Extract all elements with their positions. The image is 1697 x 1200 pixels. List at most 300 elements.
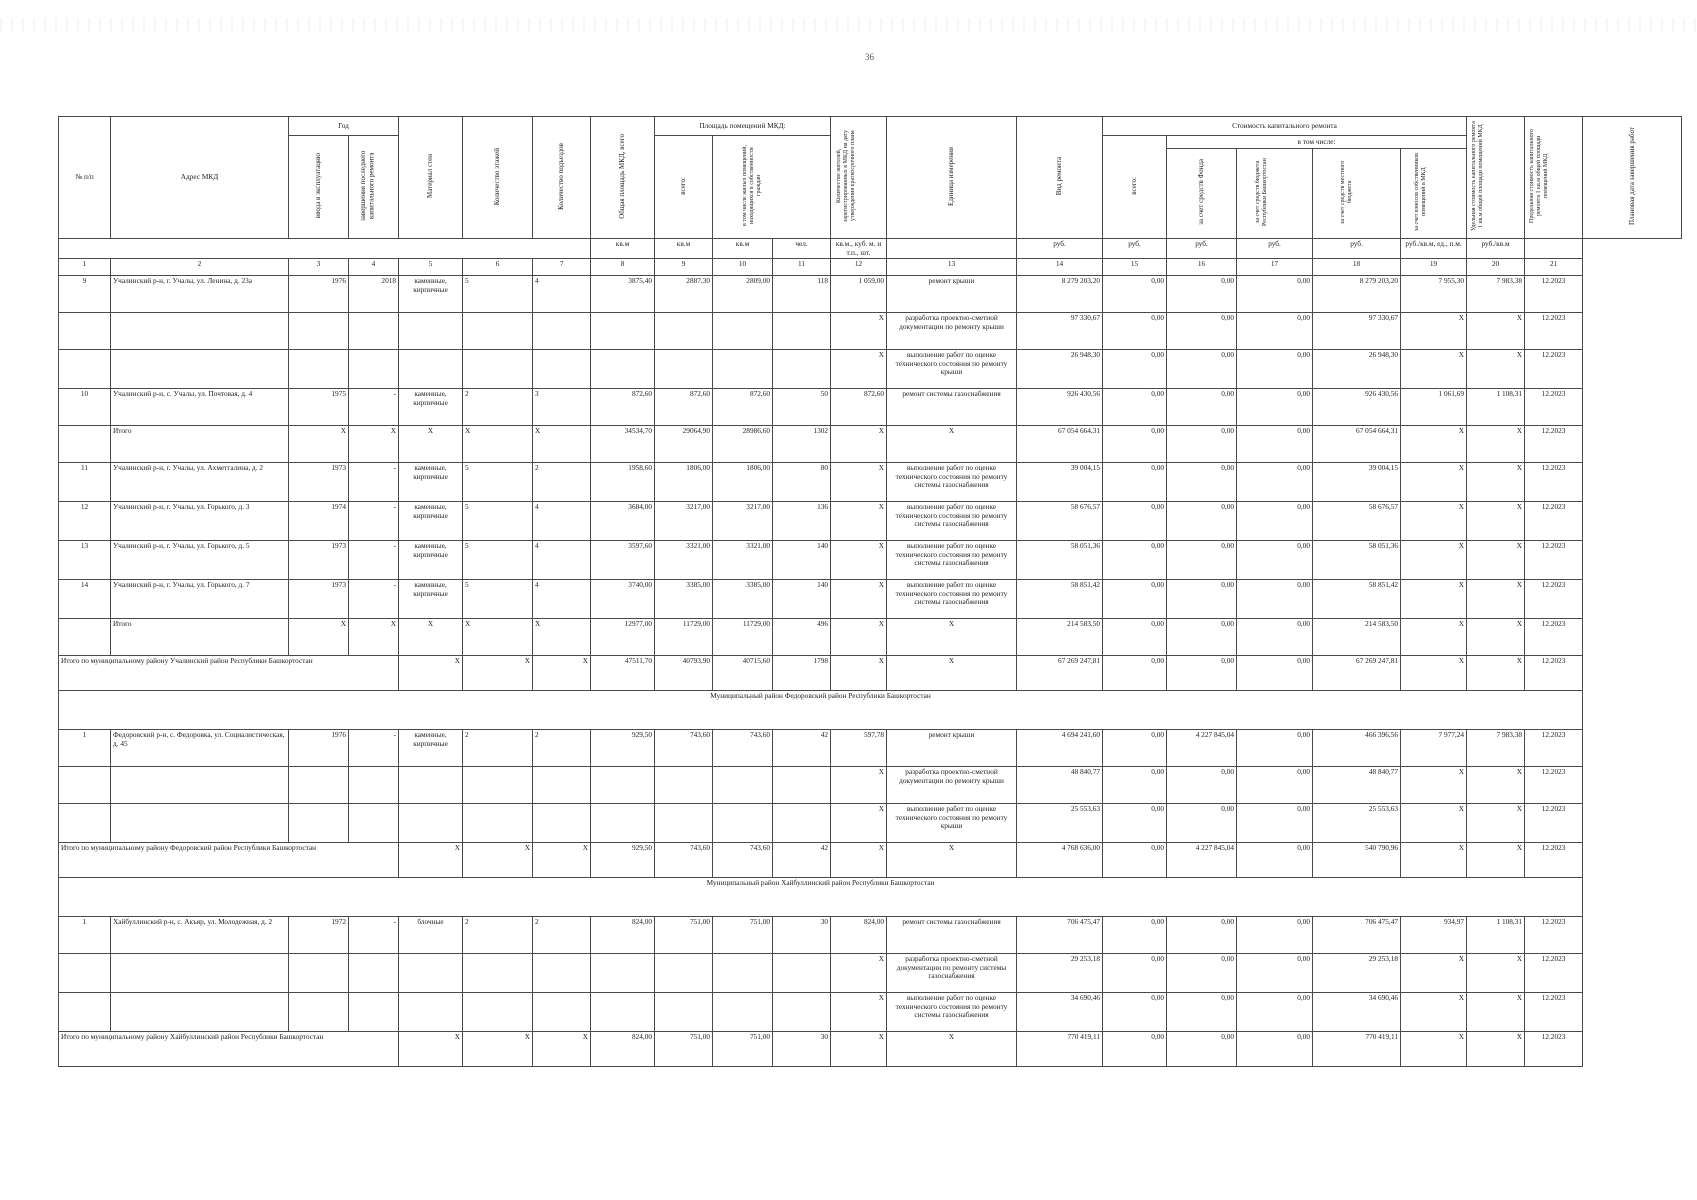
cell-c4: 0,00 (1237, 276, 1313, 313)
cell-fl (463, 313, 533, 350)
cell-m: 1 108,31 (1467, 917, 1525, 954)
cell-c4: 0,00 (1237, 843, 1313, 878)
cell-fl: 5 (463, 276, 533, 313)
cell-work: выполнение работ по оценке технического состояния по ремонту системы газоснабжения (887, 993, 1017, 1032)
cell-d: 12.2023 (1525, 541, 1583, 580)
cell-y2 (349, 350, 399, 389)
cell-area: 12977,00 (591, 619, 655, 656)
cell-addr: Итого (111, 619, 289, 656)
cell-mat: каменные, кирпичные (399, 389, 463, 426)
cell-c5: 540 790,96 (1313, 843, 1401, 878)
cell-fl: X (463, 656, 533, 691)
table-row (59, 767, 1682, 804)
table-row (59, 426, 1682, 463)
cell-c1: 214 583,50 (1017, 619, 1103, 656)
region-total-label: Итого по муниципальному району Хайбуллинский район Республики Башкортостан (59, 1032, 399, 1067)
cell-addr: Учалинский р-н, г. Учалы, ул. Горького, д. 5 (111, 541, 289, 580)
cell-c4: 0,00 (1237, 389, 1313, 426)
cell-en: 2 (533, 463, 591, 502)
column-number: 8 (591, 259, 655, 276)
cell-mat (399, 954, 463, 993)
cell-y2: - (349, 730, 399, 767)
header-cost-republic (1237, 149, 1313, 239)
cell-c4: 0,00 (1237, 426, 1313, 463)
section-title-row (59, 878, 1682, 917)
cell-mat: каменные, кирпичные (399, 541, 463, 580)
cell-work: выполнение работ по оценке технического состояния по ремонту системы газоснабжения (887, 541, 1017, 580)
cell-um: X (831, 350, 887, 389)
cell-p1 (655, 767, 713, 804)
cell-p2: 3321,00 (713, 541, 773, 580)
table-row (59, 541, 1682, 580)
cell-area: 824,00 (591, 1032, 655, 1067)
cell-p2 (713, 954, 773, 993)
cell-mat: X (399, 619, 463, 656)
cell-c4: 0,00 (1237, 917, 1313, 954)
cell-um: 1 059,00 (831, 276, 887, 313)
cell-mat (399, 313, 463, 350)
cell-addr: Учалинский р-н, с. Учалы, ул. Почтовая, д. 4 (111, 389, 289, 426)
header-work-type (1017, 117, 1103, 239)
cell-n: 1 (59, 917, 111, 954)
header-year-built (289, 136, 349, 239)
cell-area (591, 804, 655, 843)
cell-p2: 751,00 (713, 1032, 773, 1067)
cell-d: 12.2023 (1525, 389, 1583, 426)
header-max-cost (1525, 117, 1583, 239)
cell-m: X (1467, 619, 1525, 656)
cell-work: выполнение работ по оценке технического состояния по ремонту системы газоснабжения (887, 463, 1017, 502)
cell-c1: 39 004,15 (1017, 463, 1103, 502)
table-row (59, 730, 1682, 767)
cell-y2: - (349, 502, 399, 541)
cell-p1: 872,60 (655, 389, 713, 426)
cell-work: разработка проектно-сметной документации по ремонту крыши (887, 767, 1017, 804)
cell-p2: 40715,60 (713, 656, 773, 691)
cell-en: X (533, 656, 591, 691)
column-number: 2 (111, 259, 289, 276)
cell-y1 (289, 313, 349, 350)
cell-c2: 0,00 (1103, 276, 1167, 313)
cell-y1 (289, 350, 349, 389)
region-total-label: Итого по муниципальному району Учалинский район Республики Башкортостан (59, 656, 399, 691)
cell-en (533, 954, 591, 993)
header-entrances-text: Количество подъездов (557, 142, 566, 210)
header-cost-fund (1167, 149, 1237, 239)
cell-p1: 743,60 (655, 843, 713, 878)
cell-res (773, 767, 831, 804)
cell-c2: 0,00 (1103, 502, 1167, 541)
header-max-cost-text: Предельная стоимость капитального ремонта 1 кв.м общей площади помещений МКД (1528, 129, 1549, 224)
cell-res (773, 313, 831, 350)
column-number: 10 (713, 259, 773, 276)
header-cost-owners-text: за счет взносов собственников помещений в МКД (1413, 153, 1427, 232)
cell-c2: 0,00 (1103, 917, 1167, 954)
column-number: 19 (1401, 259, 1467, 276)
header-premises-total-text: всего: (679, 176, 688, 195)
cell-area: 34534,70 (591, 426, 655, 463)
cell-c5: 67 054 664,31 (1313, 426, 1401, 463)
cell-res: 80 (773, 463, 831, 502)
cell-c5: 48 840,77 (1313, 767, 1401, 804)
scan-noise (0, 18, 1697, 32)
cell-fl: 5 (463, 463, 533, 502)
cell-y1: 1972 (289, 917, 349, 954)
cell-fl: X (463, 426, 533, 463)
cell-u: 1 061,69 (1401, 389, 1467, 426)
cell-addr: Федоровский р-н, с. Федоровка, ул. Социалистическая, д. 45 (111, 730, 289, 767)
cell-c3: 0,00 (1167, 426, 1237, 463)
cell-p2 (713, 804, 773, 843)
header-cost-local-text: за счет средств местного бюджета (1339, 160, 1353, 224)
header-deadline (1583, 117, 1682, 239)
cell-en: 4 (533, 580, 591, 619)
cell-c5: 34 690,46 (1313, 993, 1401, 1032)
cell-u: X (1401, 502, 1467, 541)
cell-res: 118 (773, 276, 831, 313)
cell-p1: 3321,00 (655, 541, 713, 580)
units-row (59, 239, 1682, 259)
cell-p1 (655, 993, 713, 1032)
cell-n (59, 619, 111, 656)
cell-y1 (289, 804, 349, 843)
cell-d: 12.2023 (1525, 426, 1583, 463)
cell-um: X (831, 463, 887, 502)
capital-repair-table (58, 116, 1682, 1067)
cell-um: X (831, 656, 887, 691)
cell-p1: 3385,00 (655, 580, 713, 619)
header-floors (463, 117, 533, 239)
column-number: 7 (533, 259, 591, 276)
cell-n: 13 (59, 541, 111, 580)
cell-c1: 48 840,77 (1017, 767, 1103, 804)
cell-en: 3 (533, 389, 591, 426)
cell-addr (111, 313, 289, 350)
cell-y1: 1974 (289, 502, 349, 541)
column-number: 5 (399, 259, 463, 276)
cell-mat: каменные, кирпичные (399, 502, 463, 541)
cell-um: X (831, 541, 887, 580)
cell-u: X (1401, 954, 1467, 993)
header-premises-residential-text: в том числе жилых помещений, находящихся в собственности граждан (741, 145, 762, 227)
cell-c2: 0,00 (1103, 730, 1167, 767)
cell-um: X (831, 993, 887, 1032)
cell-res: 42 (773, 730, 831, 767)
cell-c2: 0,00 (1103, 350, 1167, 389)
cell-d: 12.2023 (1525, 656, 1583, 691)
cell-mat: каменные, кирпичные (399, 730, 463, 767)
cell-work: X (887, 1032, 1017, 1067)
cell-fl: 5 (463, 541, 533, 580)
header-cost-total (1103, 136, 1167, 239)
cell-c1: 770 419,11 (1017, 1032, 1103, 1067)
cell-c2: 0,00 (1103, 541, 1167, 580)
cell-u: X (1401, 767, 1467, 804)
cell-c1: 26 948,30 (1017, 350, 1103, 389)
table-row (59, 580, 1682, 619)
cell-fl (463, 804, 533, 843)
section-title-row (59, 691, 1682, 730)
cell-c5: 58 851,42 (1313, 580, 1401, 619)
cell-y2 (349, 767, 399, 804)
cell-y2: - (349, 463, 399, 502)
cell-u: 7 955,30 (1401, 276, 1467, 313)
cell-c3: 0,00 (1167, 580, 1237, 619)
cell-fl (463, 767, 533, 804)
table-row (59, 313, 1682, 350)
cell-y2: X (349, 619, 399, 656)
cell-mat (399, 804, 463, 843)
cell-area: 872,60 (591, 389, 655, 426)
column-numbers-row (59, 259, 1682, 276)
cell-d: 12.2023 (1525, 917, 1583, 954)
cell-en (533, 804, 591, 843)
cell-c3: 0,00 (1167, 389, 1237, 426)
cell-mat (399, 993, 463, 1032)
cell-addr: Учалинский р-н, г. Учалы, ул. Ленина, д. 23а (111, 276, 289, 313)
cell-area: 1958,60 (591, 463, 655, 502)
cell-n: 14 (59, 580, 111, 619)
cell-p2: 11729,00 (713, 619, 773, 656)
cell-u: X (1401, 541, 1467, 580)
cell-m: X (1467, 426, 1525, 463)
cell-work: X (887, 656, 1017, 691)
cell-d: 12.2023 (1525, 767, 1583, 804)
cell-u: X (1401, 993, 1467, 1032)
column-number: 16 (1167, 259, 1237, 276)
cell-en (533, 350, 591, 389)
cell-en: 2 (533, 730, 591, 767)
cell-c3: 0,00 (1167, 1032, 1237, 1067)
cell-y2: - (349, 541, 399, 580)
cell-work: выполнение работ по оценке технического состояния по ремонту крыши (887, 350, 1017, 389)
cell-c1: 58 051,36 (1017, 541, 1103, 580)
cell-work: разработка проектно-сметной документации по ремонту крыши (887, 313, 1017, 350)
header-premises-total (655, 136, 713, 239)
cell-area: 3875,40 (591, 276, 655, 313)
cell-en: 4 (533, 541, 591, 580)
cell-c1: 34 690,46 (1017, 993, 1103, 1032)
cell-n: 9 (59, 276, 111, 313)
cell-n (59, 804, 111, 843)
cell-mat (399, 767, 463, 804)
cell-um: X (831, 767, 887, 804)
cell-c2: 0,00 (1103, 954, 1167, 993)
cell-c2: 0,00 (1103, 313, 1167, 350)
cell-c3: 0,00 (1167, 656, 1237, 691)
table-body (59, 276, 1682, 1067)
cell-fl: 2 (463, 389, 533, 426)
cell-fl (463, 954, 533, 993)
cell-y1: 1976 (289, 730, 349, 767)
cell-res: 42 (773, 843, 831, 878)
cell-um: X (831, 313, 887, 350)
cell-c4: 0,00 (1237, 580, 1313, 619)
cell-mat: каменные, кирпичные (399, 276, 463, 313)
cell-c5: 39 004,15 (1313, 463, 1401, 502)
cell-y1: 1976 (289, 276, 349, 313)
cell-work: выполнение работ по оценке технического состояния по ремонту системы газоснабжения (887, 502, 1017, 541)
cell-y1 (289, 993, 349, 1032)
unit-cell: руб./кв.м (1467, 239, 1525, 259)
cell-u: X (1401, 1032, 1467, 1067)
unit-cell: руб. (1313, 239, 1401, 259)
cell-u: X (1401, 313, 1467, 350)
header-including: в том числе: (1167, 136, 1467, 149)
cell-addr: Учалинский р-н, г. Учалы, ул. Горького, д. 7 (111, 580, 289, 619)
cell-work: ремонт крыши (887, 276, 1017, 313)
cell-p2: 743,60 (713, 843, 773, 878)
cell-c1: 67 054 664,31 (1017, 426, 1103, 463)
cell-c5: 26 948,30 (1313, 350, 1401, 389)
cell-c1: 706 475,47 (1017, 917, 1103, 954)
cell-c4: 0,00 (1237, 502, 1313, 541)
cell-y2 (349, 954, 399, 993)
cell-p2: 1806,00 (713, 463, 773, 502)
cell-m: 1 108,31 (1467, 389, 1525, 426)
cell-d: 12.2023 (1525, 804, 1583, 843)
table-row (59, 463, 1682, 502)
cell-u: X (1401, 619, 1467, 656)
cell-work: выполнение работ по оценке технического состояния по ремонту крыши (887, 804, 1017, 843)
cell-c5: 25 553,63 (1313, 804, 1401, 843)
cell-d: 12.2023 (1525, 502, 1583, 541)
cell-c5: 466 396,56 (1313, 730, 1401, 767)
header-wall-material-text: Материал стен (426, 154, 435, 199)
cell-c3: 4 227 845,04 (1167, 843, 1237, 878)
cell-c1: 58 676,57 (1017, 502, 1103, 541)
cell-c2: 0,00 (1103, 580, 1167, 619)
cell-c2: 0,00 (1103, 426, 1167, 463)
cell-c3: 0,00 (1167, 541, 1237, 580)
header-year-group: Год (289, 117, 399, 136)
header-residents-text: Количество жителей, зарегистрированных в МКД на дату утверждения краткосрочного плана (835, 130, 856, 223)
cell-n (59, 313, 111, 350)
cell-mat: блочные (399, 917, 463, 954)
unit-cell (887, 239, 1017, 259)
section-title: Муниципальный район Хайбуллинский район Республики Башкортостан (59, 878, 1583, 917)
column-number: 21 (1525, 259, 1583, 276)
cell-p2: 872,60 (713, 389, 773, 426)
cell-p2: 751,00 (713, 917, 773, 954)
cell-p1: 29064,90 (655, 426, 713, 463)
cell-y1: 1975 (289, 389, 349, 426)
cell-y2: X (349, 426, 399, 463)
cell-p1: 751,00 (655, 1032, 713, 1067)
cell-u: X (1401, 656, 1467, 691)
cell-p2: 3217,00 (713, 502, 773, 541)
cell-um: X (831, 804, 887, 843)
cell-d: 12.2023 (1525, 463, 1583, 502)
region-total-label: Итого по муниципальному району Федоровский район Республики Башкортостан (59, 843, 399, 878)
cell-en: X (533, 843, 591, 878)
cell-c4: 0,00 (1237, 730, 1313, 767)
cell-c5: 770 419,11 (1313, 1032, 1401, 1067)
cell-c3: 0,00 (1167, 619, 1237, 656)
cell-res: 1302 (773, 426, 831, 463)
header-unit-measure-text: Единица измерения (947, 146, 956, 206)
cell-c3: 0,00 (1167, 350, 1237, 389)
cell-p2: 3385,00 (713, 580, 773, 619)
cell-c4: 0,00 (1237, 541, 1313, 580)
cell-p2 (713, 993, 773, 1032)
cell-area: 824,00 (591, 917, 655, 954)
cell-c3: 0,00 (1167, 917, 1237, 954)
cell-m: X (1467, 580, 1525, 619)
cell-um: X (831, 619, 887, 656)
header-unit-cost-text: Удельная стоимость капитального ремонта 1 кв.м общей площади помещений МКД (1470, 121, 1484, 232)
cell-d: 12.2023 (1525, 993, 1583, 1032)
cell-d: 12.2023 (1525, 619, 1583, 656)
cell-m: X (1467, 541, 1525, 580)
cell-p2 (713, 313, 773, 350)
table-row (59, 350, 1682, 389)
cell-c3: 0,00 (1167, 767, 1237, 804)
cell-um: X (831, 954, 887, 993)
cell-fl: 2 (463, 730, 533, 767)
cell-c4: 0,00 (1237, 993, 1313, 1032)
cell-c3: 4 227 845,04 (1167, 730, 1237, 767)
cell-m: X (1467, 954, 1525, 993)
cell-m: X (1467, 656, 1525, 691)
cell-res (773, 804, 831, 843)
cell-en: 4 (533, 276, 591, 313)
cell-addr (111, 954, 289, 993)
header-cost-local (1313, 149, 1401, 239)
cell-um: 597,78 (831, 730, 887, 767)
cell-n (59, 993, 111, 1032)
cell-p2 (713, 350, 773, 389)
cell-en: X (533, 619, 591, 656)
header-deadline-text: Плановая дата завершения работ (1627, 127, 1636, 226)
cell-area: 929,50 (591, 730, 655, 767)
unit-cell: чел. (773, 239, 831, 259)
cell-work: X (887, 843, 1017, 878)
cell-mat: X (399, 656, 463, 691)
cell-c1: 4 694 241,60 (1017, 730, 1103, 767)
cell-p1 (655, 350, 713, 389)
cell-area: 3597,60 (591, 541, 655, 580)
cell-work: X (887, 619, 1017, 656)
cell-en: X (533, 426, 591, 463)
cell-fl: 5 (463, 502, 533, 541)
cell-m: X (1467, 463, 1525, 502)
cell-c4: 0,00 (1237, 804, 1313, 843)
cell-addr (111, 804, 289, 843)
cell-c4: 0,00 (1237, 350, 1313, 389)
cell-mat (399, 350, 463, 389)
cell-p1: 2887,30 (655, 276, 713, 313)
cell-c4: 0,00 (1237, 463, 1313, 502)
cell-fl (463, 350, 533, 389)
cell-c3: 0,00 (1167, 313, 1237, 350)
cell-um: X (831, 843, 887, 878)
cell-d: 12.2023 (1525, 1032, 1583, 1067)
cell-u: X (1401, 843, 1467, 878)
table-row (59, 502, 1682, 541)
cell-c2: 0,00 (1103, 804, 1167, 843)
cell-p1: 40793,90 (655, 656, 713, 691)
header-wall-material (399, 117, 463, 239)
cell-fl (463, 993, 533, 1032)
cell-c3: 0,00 (1167, 276, 1237, 313)
cell-mat: каменные, кирпичные (399, 463, 463, 502)
cell-n: 1 (59, 730, 111, 767)
cell-p1 (655, 804, 713, 843)
cell-work: ремонт системы газоснабжения (887, 917, 1017, 954)
header-cost-fund-text: за счет средств Фонда (1197, 159, 1206, 226)
cell-res: 136 (773, 502, 831, 541)
